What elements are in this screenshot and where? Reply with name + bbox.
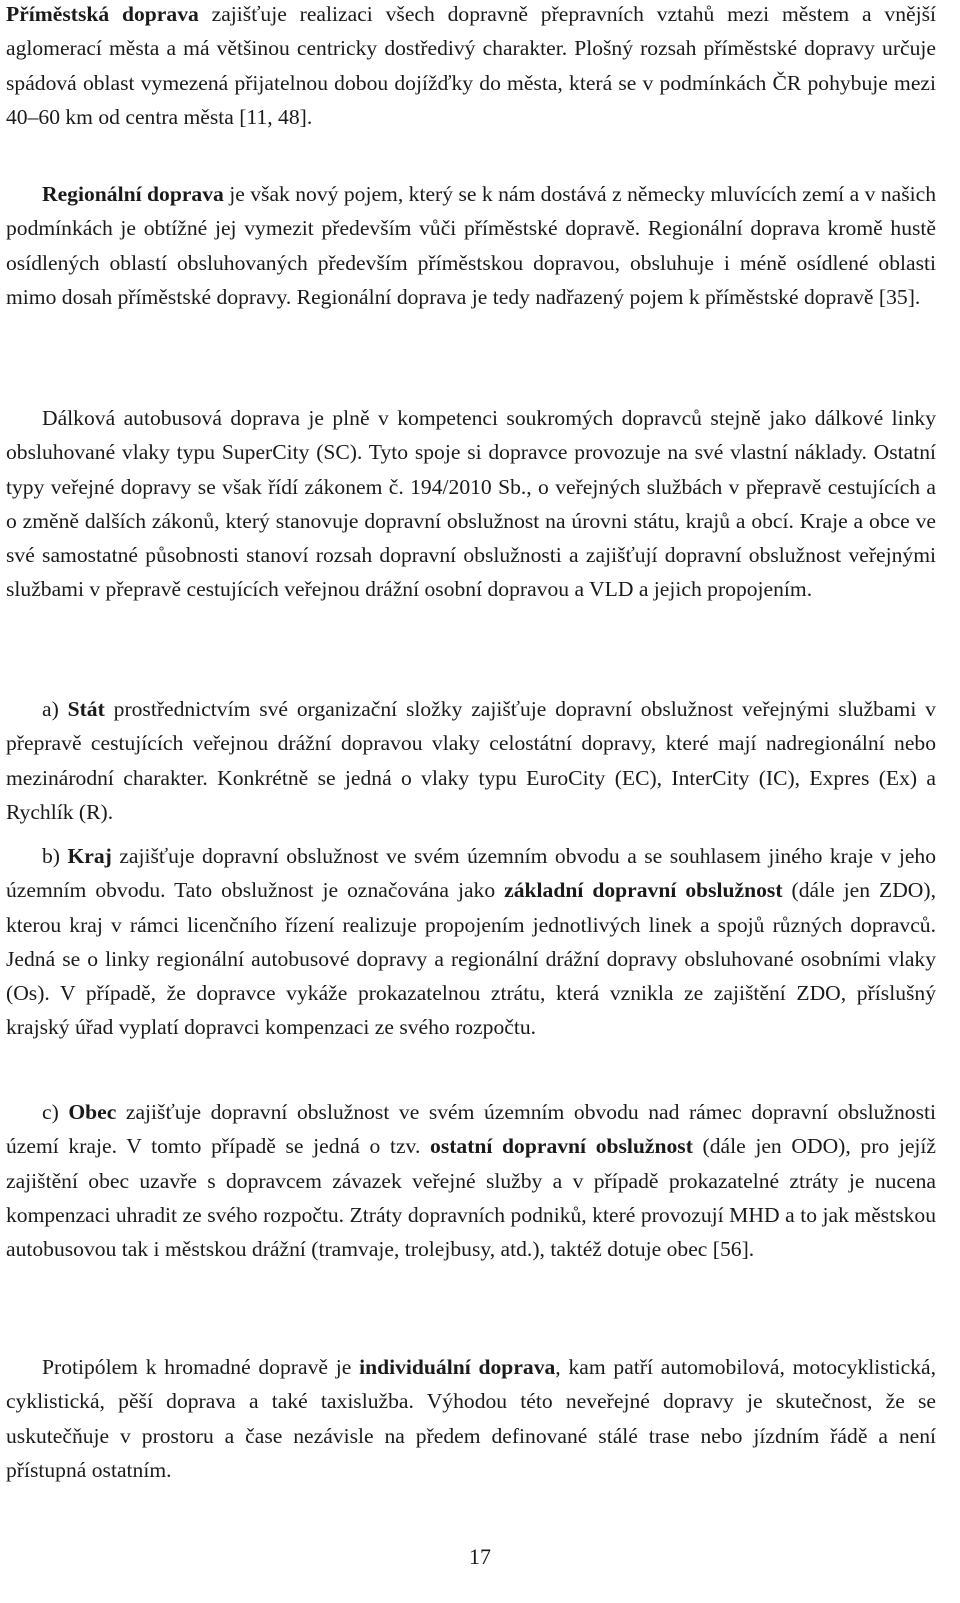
bold-term: Stát [67,697,105,721]
bold-term: individuální doprava [359,1355,556,1379]
bold-term: Obec [68,1100,117,1124]
bold-term: Regionální doprava [42,182,224,206]
text-run: zajišťuje dopravní obslužnost ve svém územním obvodu a se souhlasem jiného kraje v jeho územním obvodu. Tato obslužnost je označována jako [6,844,936,903]
text-run: (dále jen ZDO), kterou kraj v rámci licenčního řízení realizuje propojením jednotlivých linek a spojů různých dopravců. Jedná se o linky regionální autobusové dopravy a regionální drážní dopravy obsluhované osobními vlaky (Os). V případě, že dopravce vykáže prokazatelnou ztrátu, která vznikla ze zajištění ZDO, příslušný krajský úřad vyplatí dopravci kompenzaci ze svého rozpočtu. [6,878,936,1040]
bold-term: Příměstská doprava [6,2,199,26]
text-run: (dále jen ODO), pro jejíž zajištění obec uzavře s dopravcem závazek veřejné služby a v případě prokazatelné ztráty je nucena kompenzaci uhradit ze svého rozpočtu. Ztráty dopravních podniků, které provozují MHD a to jak městskou autobusovou tak i městskou drážní (tramvaje, trolejbusy, atd.), taktéž dotuje obec [56]. [6,1134,936,1262]
text-run: , kam patří automobilová, motocyklistická, cyklistická, pěší doprava a také taxislužba. Výhodou této neveřejné dopravy je skutečnost, že se uskutečňuje v prostoru a čase nezávisle na předem definované stálé trase nebo jízdním řádě a není přístupná ostatním. [6,1355,937,1482]
bold-term: ostatní dopravní obslužnost [430,1134,693,1159]
paragraph-regionalni-doprava [6,177,936,314]
text-run: Protipólem k hromadné dopravě je [42,1355,360,1379]
bold-term: základní dopravní obslužnost [504,878,783,903]
paragraph-obec [6,1095,936,1266]
text-run: zajišťuje dopravní obslužnost ve svém územním obvodu nad rámec dopravní obslužnosti území kraje. V tomto případě se jedná o tzv. [6,1100,936,1159]
text-run: b) [42,844,68,868]
paragraph-individualni-doprava [6,1350,936,1487]
text-run: c) [42,1100,69,1124]
text-run: je však nový pojem, který se k nám dostává z německy mluvících zemí a v našich podmínkách je obtížné jej vymezit především vůči příměstské dopravě. Regionální doprava kromě hustě osídlených oblastí obsluhovaných především příměstskou dopravou, obsluhuje i méně osídlené oblasti mimo dosah příměstské dopravy. Regionální doprava je tedy nadřazený pojem k příměstské dopravě [35]. [6,182,936,309]
paragraph-primestska-doprava [6,0,936,134]
text-run: zajišťuje realizaci všech dopravně přepravních vztahů mezi městem a vnější aglomerací města a má většinou centricky dostředivý charakter. Plošný rozsah příměstské dopravy určuje spádová oblast vymezená přijatelnou dobou dojížďky do města, která se v podmínkách ČR pohybuje mezi 40–60 km od centra města [11, 48]. [6,2,936,129]
paragraph-dalkova-doprava [6,401,936,607]
text-run: prostřednictvím své organizační složky zajišťuje dopravní obslužnost veřejnými službami v přepravě cestujících veřejnou drážní dopravou vlaky celostátní dopravy, které mají nadregionální nebo mezinárodní charakter. Konkrétně se jedná o vlaky typu EuroCity (EC), InterCity (IC), Expres (Ex) a Rychlík (R). [6,697,936,824]
paragraph-stat [6,692,936,829]
bold-term: Kraj [67,844,112,868]
text-run: a) [42,697,68,721]
paragraph-kraj [6,839,936,1045]
page-number: 17 [469,1544,491,1569]
text-run: Dálková autobusová doprava je plně v kompetenci soukromých dopravců stejně jako dálkové linky obsluhované vlaky typu SuperCity (SC). Tyto spoje si dopravce provozuje na své vlastní náklady. Ostatní typy veřejné dopravy se však řídí zákonem č. 194/2010 Sb., o veřejných službách v přepravě cestujících a o změně dalších zákonů, který stanovuje dopravní obslužnost na úrovni státu, krajů a obcí. Kraje a obce ve své samostatné působnosti stanoví rozsah dopravní obslužnosti a zajišťují dopravní obslužnost veřejnými službami v přepravě cestujících veřejnou drážní osobní dopravou a VLD a jejich propojením. [6,406,936,602]
